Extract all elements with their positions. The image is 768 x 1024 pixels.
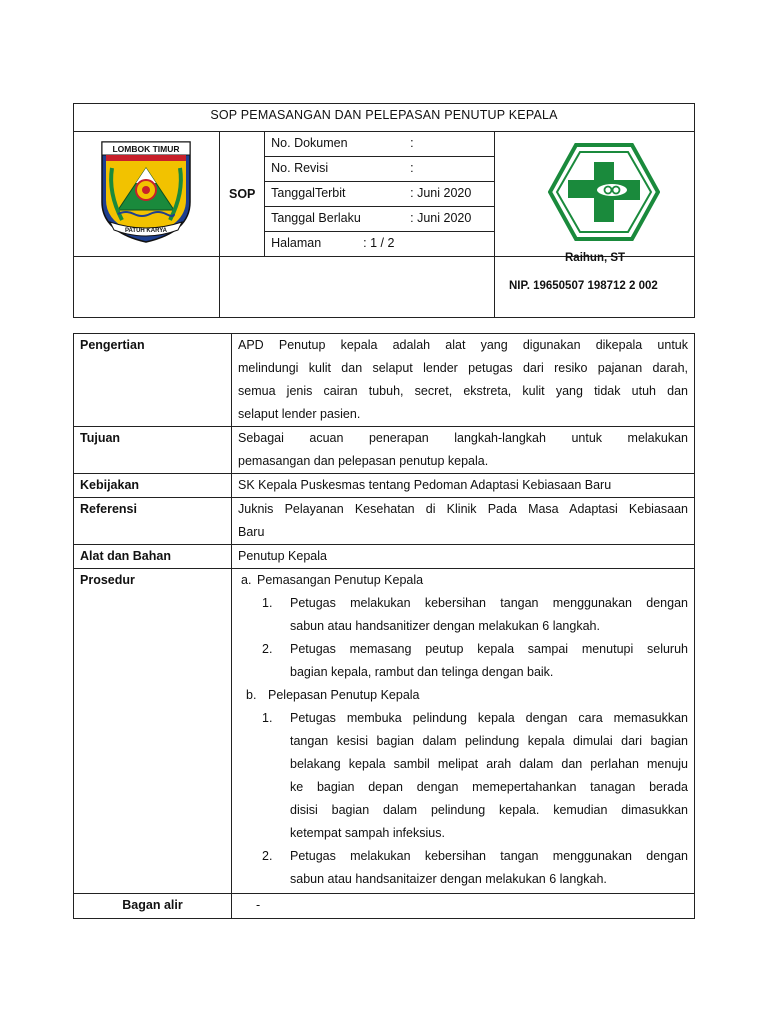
step-text xyxy=(290,592,688,638)
emblem-top-text: LOMBOK TIMUR xyxy=(112,144,180,154)
row-value: SK Kepala Puskesmas tentang Pedoman Adaptasi Kebiasaan Baru xyxy=(232,474,695,498)
sop-body-table xyxy=(73,333,695,919)
text-line: melindungi kulit dan selaput lender petugas dari resiko pajanan darah, xyxy=(238,361,688,375)
text-line: Petugas membuka pelindung kepala dengan cara memasukkan xyxy=(290,711,688,725)
sop-label: SOP xyxy=(220,132,265,257)
row-label: Bagan alir xyxy=(74,894,232,919)
procedure-section-b xyxy=(238,684,688,707)
empty-cell xyxy=(74,257,220,318)
meta-row-terbit xyxy=(265,182,494,207)
lombok-timur-emblem-icon xyxy=(96,138,196,246)
step-number: 1. xyxy=(262,711,273,725)
meta-label: Tanggal Berlaku xyxy=(271,211,361,225)
meta-row-berlaku xyxy=(265,207,494,232)
row-prosedur xyxy=(74,569,695,894)
text-line: selaput lender pasien. xyxy=(238,407,361,421)
meta-value: : xyxy=(410,136,414,150)
text-line: pemasangan dan pelepasan penutup kepala. xyxy=(238,454,489,468)
procedure-step xyxy=(238,592,688,638)
row-label: Kebijakan xyxy=(74,474,232,498)
meta-value: : 1 / 2 xyxy=(363,236,395,250)
text-line: Baru xyxy=(238,525,265,539)
meta-label: Halaman xyxy=(271,236,322,250)
row-pengertian xyxy=(74,334,695,427)
text-line: Petugas memasang peutup kepala sampai menutupi seluruh xyxy=(290,642,688,656)
row-value xyxy=(232,569,695,894)
text-line: sabun atau handsanitaizer dengan melakukan 6 langkah. xyxy=(290,872,607,886)
procedure-step xyxy=(238,638,688,684)
row-label: Tujuan xyxy=(74,427,232,474)
text-line: Petugas melakukan kebersihan tangan menggunakan dengan xyxy=(290,596,688,610)
row-label: Referensi xyxy=(74,498,232,545)
step-text xyxy=(290,845,688,893)
procedure-step xyxy=(238,845,688,893)
section-title: Pemasangan Penutup Kepala xyxy=(257,573,424,587)
emblem-motto-text: PATUH KARYA xyxy=(124,228,168,234)
row-value xyxy=(232,498,695,545)
row-label: Alat dan Bahan xyxy=(74,545,232,569)
section-title: Pelepasan Penutup Kepala xyxy=(268,688,420,702)
step-text xyxy=(290,707,688,845)
meta-label: No. Revisi xyxy=(271,161,329,175)
text-line: ke bagian depan dengan memepertahankan tanagan berada xyxy=(290,780,688,794)
puskesmas-hexagon-icon xyxy=(548,142,660,242)
text-line: tangan kesisi bagian dalam pelindung kepala dimulai dari bagian xyxy=(290,734,688,748)
row-value xyxy=(232,427,695,474)
text-line: semua jenis cairan tubuh, secret, ekstreta, kulit yang tidak utuh dan xyxy=(238,384,688,398)
section-marker: b. xyxy=(246,688,257,702)
section-marker: a. xyxy=(241,573,252,587)
procedure-section-a xyxy=(238,569,688,592)
meta-label: No. Dokumen xyxy=(271,136,348,150)
text-line: ketempat sampah infeksius. xyxy=(290,826,445,840)
meta-row-dokumen xyxy=(265,132,494,157)
row-bagan xyxy=(74,894,695,919)
row-tujuan xyxy=(74,427,695,474)
text-line: sabun atau handsanitizer dengan melakukan 6 langkah. xyxy=(290,619,600,633)
meta-value: : Juni 2020 xyxy=(410,211,472,225)
text-line: disisi bagian dalam pelindung kepala. kemudian dimasukkan xyxy=(290,803,688,817)
meta-value: : xyxy=(410,161,414,175)
text-line: APD Penutup kepala adalah alat yang digunakan dikepala untuk xyxy=(238,338,688,352)
document-meta xyxy=(265,132,495,257)
text-line: bagian kepala, rambut dan telinga dengan baik. xyxy=(290,665,554,679)
text-line: Juknis Pelayanan Kesehatan di Klinik Pada Masa Adaptasi Kebiasaan xyxy=(238,502,688,516)
left-logo-cell xyxy=(74,132,220,257)
step-number: 2. xyxy=(262,642,273,656)
step-number: 1. xyxy=(262,596,273,610)
procedure-step xyxy=(238,707,688,845)
meta-label: TanggalTerbit xyxy=(271,186,346,200)
row-label: Pengertian xyxy=(74,334,232,427)
step-number: 2. xyxy=(262,849,273,863)
row-value: - xyxy=(232,894,695,919)
text-line: belakang kepala sambil melipat arah dalam dan perlahan menuju xyxy=(290,757,688,771)
row-value: Penutup Kepala xyxy=(232,545,695,569)
row-kebijakan xyxy=(74,474,695,498)
meta-value: : Juni 2020 xyxy=(410,186,472,200)
step-text xyxy=(290,638,688,684)
row-label: Prosedur xyxy=(74,569,232,894)
text-line: Petugas melakukan kebersihan tangan menggunakan dengan xyxy=(290,849,688,863)
signatory-nip: NIP. 19650507 198712 2 002 xyxy=(509,280,658,292)
meta-row-revisi xyxy=(265,157,494,182)
row-referensi xyxy=(74,498,695,545)
document-title: SOP PEMASANGAN DAN PELEPASAN PENUTUP KEPALA xyxy=(74,104,695,132)
signatory-name: Raihun, ST xyxy=(565,252,626,264)
row-value xyxy=(232,334,695,427)
row-alat xyxy=(74,545,695,569)
text-line: Sebagai acuan penerapan langkah-langkah untuk melakukan xyxy=(238,431,688,445)
empty-cell xyxy=(220,257,495,318)
meta-row-halaman xyxy=(265,232,494,256)
